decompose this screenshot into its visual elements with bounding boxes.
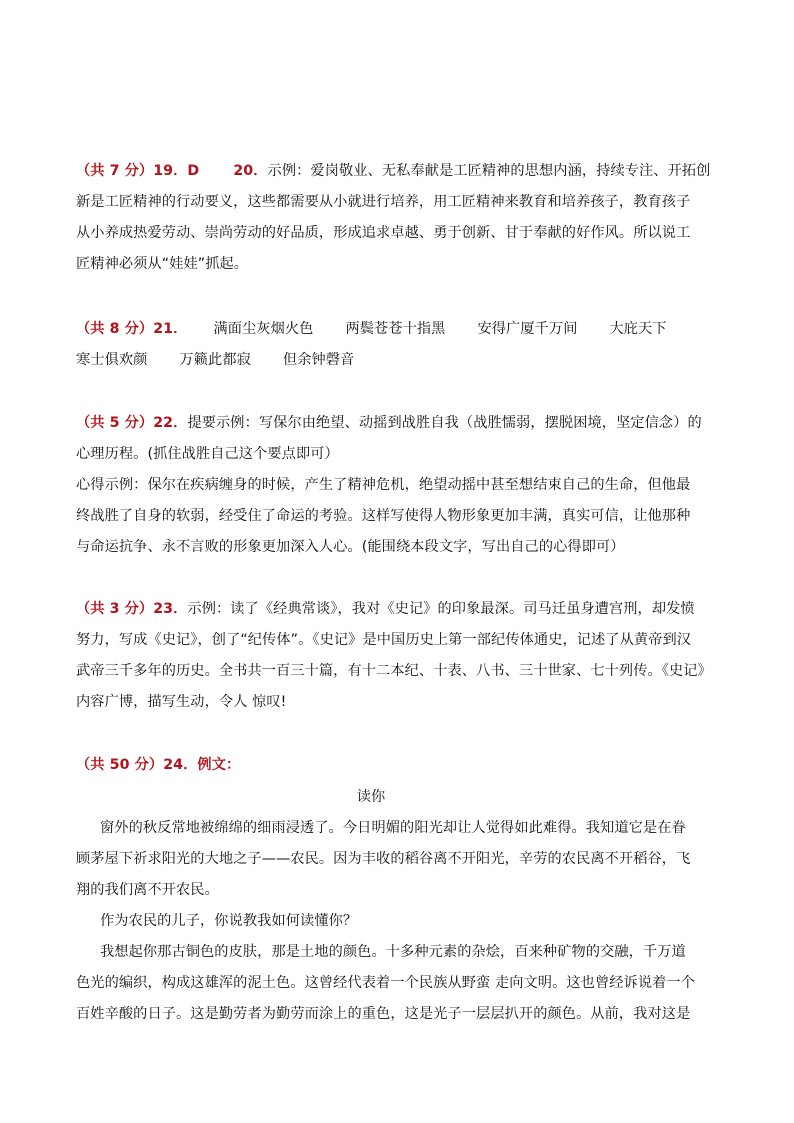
label-q21: 21． [153,321,188,337]
section-q23 [76,594,712,718]
q23-line-1: 示例：读了《经典常谈》，我对《史记》的印象最深。司马迁虽身遭宫刑，却发愤 [187,601,695,617]
score-q24: （共 50 分） [76,757,164,773]
score-q23: （共 3 分） [76,601,154,617]
essay-p1-line-1: 窗外的秋反常地被绵绵的细雨浸透了。今日明媚的阳光却让人觉得如此难得。我知道它是在眷 [100,820,686,836]
essay-p3-line-1: 我想起你那古铜色的皮肤，那是土地的颜色。十多种元素的杂烩，百来种矿物的交融，千万道 [100,944,686,960]
q22-line-2: 心理历程。(抓住战胜自己这个要点即可） [76,446,339,462]
q23-line-2: 努力，写成《史记》，创了“纪传体”。《史记》是中国历史上第一部纪传体通史，记述了从黄帝到汉 [76,632,692,648]
essay-p1-line-2: 顾茅屋下祈求阳光的大地之子——农民。因为丰收的稻谷离不开阳光，辛劳的农民离不开稻谷，飞 [76,851,691,867]
q22-line-3: 心得示例：保尔在疾病缠身的时候，产生了精神危机，绝望动摇中甚至想结束自己的生命，但他最 [76,477,691,493]
section-q24 [76,750,696,781]
q21-answer-2: 两鬓苍苍十指黑 [345,321,446,337]
section-q19-q20 [76,156,711,280]
score-q21: （共 8 分） [76,321,154,337]
label-q24: 24．例文： [163,757,241,773]
section-q21 [76,314,696,376]
answer-q19: 19．D [153,163,200,179]
q20-line-4: 匠精神必须从“娃娃”抓起。 [76,256,249,272]
q21-answer-1: 满面尘灰烟火色 [213,321,314,337]
essay-body [76,813,696,1030]
q22-line-5: 与命运抗争、永不言败的形象更加深入人心。(能围绕本段文字，写出自己的心得即可） [76,539,625,555]
q22-line-1: 提要示例：写保尔由绝望、动摇到战胜自我（战胜懦弱，摆脱困境，坚定信念）的 [187,415,702,431]
q21-answer-4: 大庇天下 [609,321,667,337]
q20-line-2: 新是工匠精神的行动要义，这些都需要从小就进行培养，用工匠精神来教育和培养孩子，教育孩子 [76,194,691,210]
essay-p3-line-2: 色光的编织，构成这雄浑的泥土色。这曾经代表着一个民族从野蛮 走向文明。这也曾经诉说着一个 [76,975,695,991]
label-q22: 22． [153,415,188,431]
section-q22 [76,408,702,563]
essay-p1-line-3: 翔的我们离不开农民。 [76,882,219,898]
score-q19-q20: （共 7 分） [76,163,154,179]
essay-title: 读你 [356,789,386,805]
q22-line-4: 终战胜了自身的软弱，经受住了命运的考验。这样写使得人物形象更加丰满，真实可信，让他那种 [76,508,691,524]
label-q20: 20． [233,163,268,179]
q20-line-1: 示例：爱岗敬业、无私奉献是工匠精神的思想内涵，持续专注、开拓创 [267,163,711,179]
q20-line-3: 从小养成热爱劳动、崇尚劳动的好品质，形成追求卓越、勇于创新、甘于奉献的好作风。所以说工 [76,225,691,241]
q21-answer-3: 安得广厦千万间 [477,321,578,337]
essay-p2-line-1: 作为农民的儿子，你说教我如何读懂你？ [100,913,358,929]
q23-line-3: 武帝三千多年的历史。全书共一百三十篇，有十二本纪、十表、八书、三十世家、七十列传。《史记》 [76,663,712,679]
score-q22: （共 5 分） [76,415,154,431]
label-q23: 23． [153,601,188,617]
q21-answer-5: 寒士俱欢颜 [76,352,148,368]
q21-answer-6: 万籁此都寂 [179,352,251,368]
essay-p3-line-3: 百姓辛酸的日子。这是勤劳者为勤劳而涂上的重色，这是光子一层层扒开的颜色。从前，我对这是 [76,1006,691,1022]
q21-answer-7: 但余钟磬音 [282,352,355,368]
q23-line-4: 内容广博，描写生动，令人 惊叹! [76,694,287,710]
